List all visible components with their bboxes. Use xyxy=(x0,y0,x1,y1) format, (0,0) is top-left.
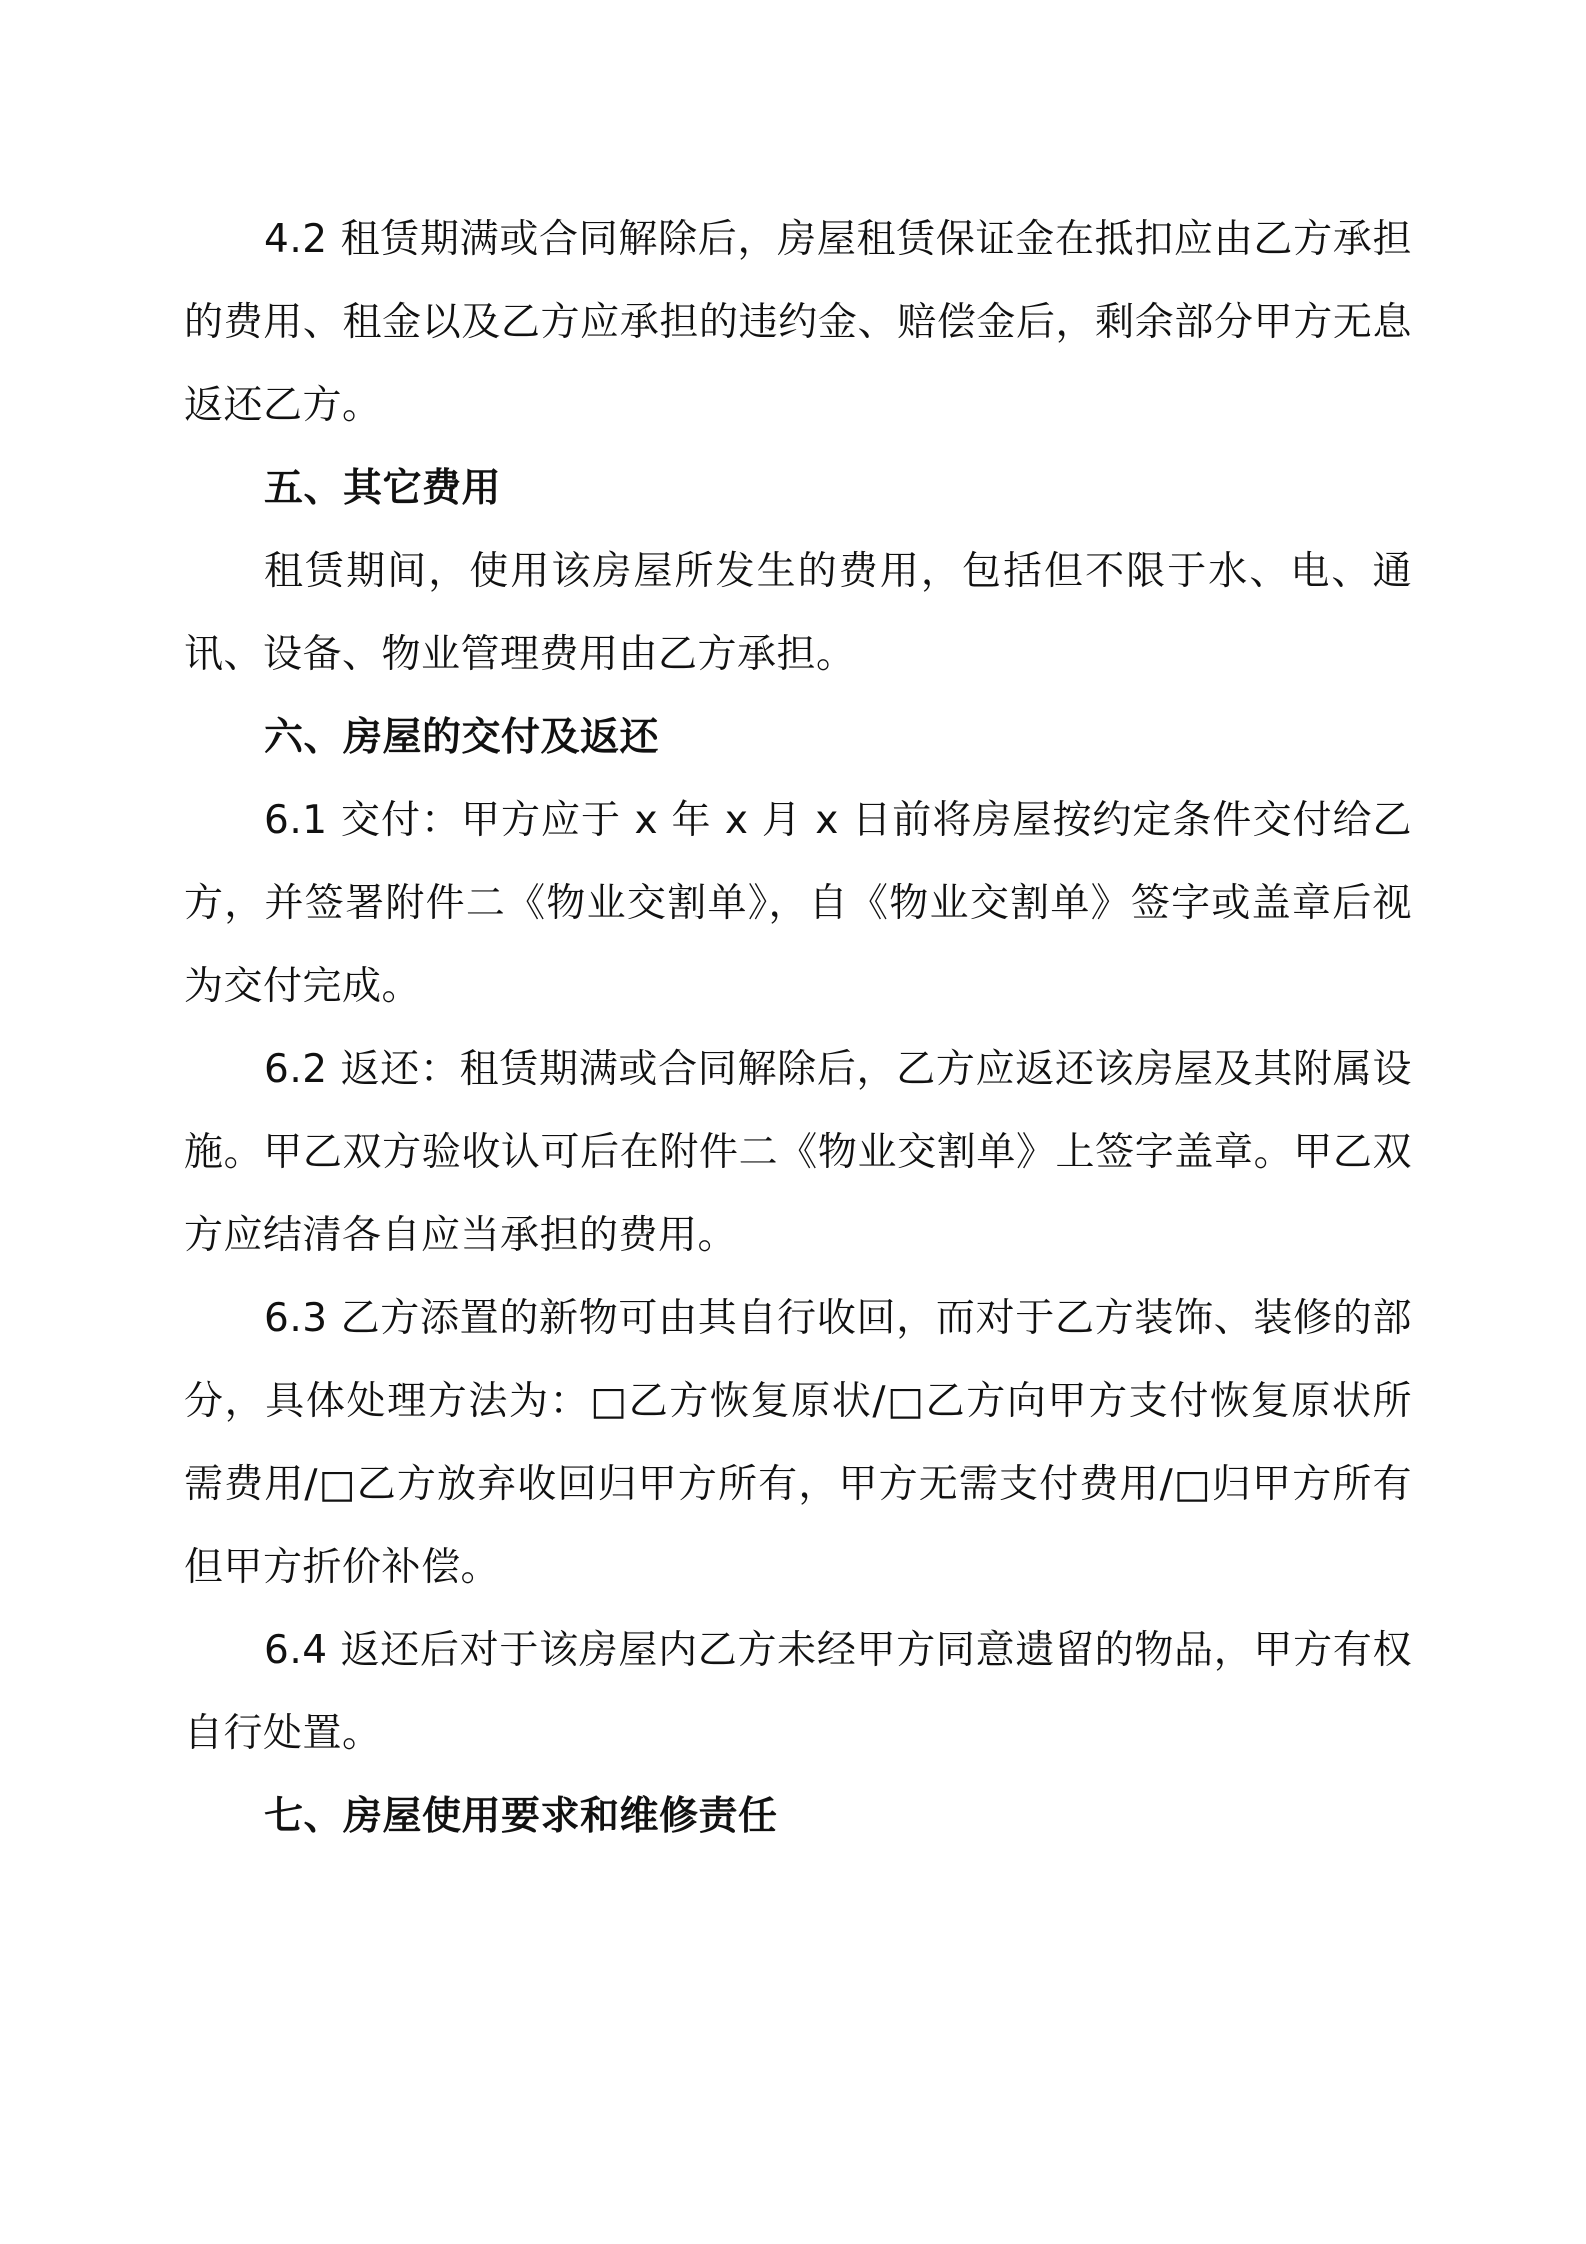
paragraph-4-2: 4.2 租赁期满或合同解除后，房屋租赁保证金在抵扣应由乙方承担的费用、租金以及乙方应承担的违约金、赔偿金后，剩余部分甲方无息返还乙方。 xyxy=(184,217,1412,428)
paragraph-6-2: 6.2 返还：租赁期满或合同解除后，乙方应返还该房屋及其附属设施。甲乙双方验收认可后在附件二《物业交割单》上签字盖章。甲乙双方应结清各自应当承担的费用。 xyxy=(184,1047,1412,1258)
paragraph-5-body: 租赁期间，使用该房屋所发生的费用，包括但不限于水、电、通讯、设备、物业管理费用由乙方承担。 xyxy=(184,549,1412,677)
paragraph-6-4: 6.4 返还后对于该房屋内乙方未经甲方同意遗留的物品，甲方有权自行处置。 xyxy=(184,1628,1412,1756)
paragraph-6-1: 6.1 交付：甲方应于 x 年 x 月 x 日前将房屋按约定条件交付给乙方，并签署附件二《物业交割单》，自《物业交割单》签字或盖章后视为交付完成。 xyxy=(184,798,1412,1009)
section-heading-7: 七、房屋使用要求和维修责任 xyxy=(264,1794,778,1839)
paragraph-6-3: 6.3 乙方添置的新物可由其自行收回，而对于乙方装饰、装修的部分，具体处理方法为：□乙方恢复原状/□乙方向甲方支付恢复原状所需费用/□乙方放弃收回归甲方所有，甲方无需支付费用/□归甲方所有但甲方折价补偿。 xyxy=(184,1296,1412,1590)
document-body xyxy=(184,198,1412,1858)
section-heading-6: 六、房屋的交付及返还 xyxy=(264,715,660,760)
section-heading-5: 五、其它费用 xyxy=(264,466,502,511)
